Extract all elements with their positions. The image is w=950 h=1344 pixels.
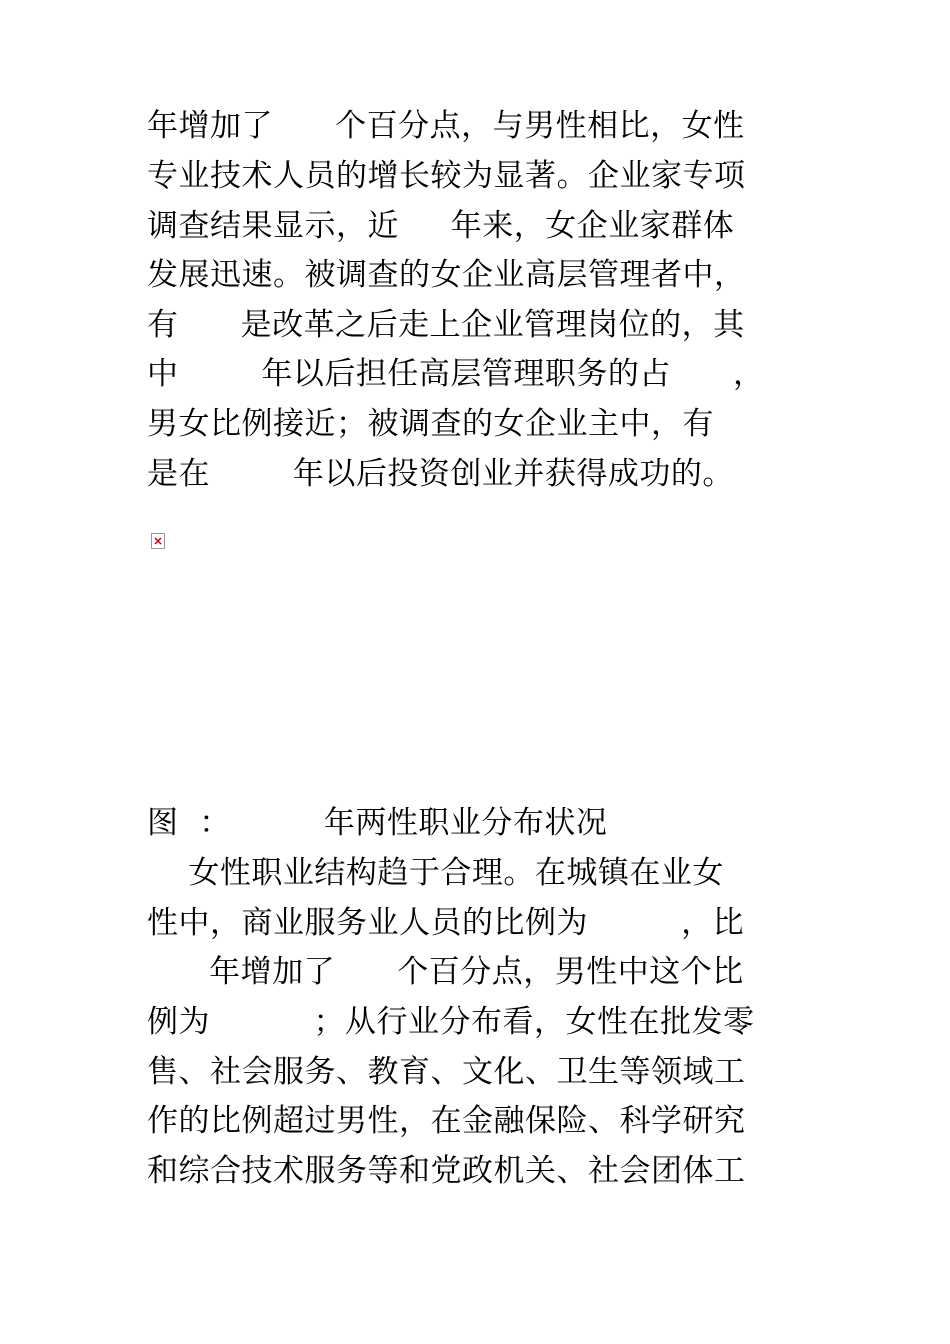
text-line: 和综合技术服务等和党政机关、社会团体工 xyxy=(147,1153,746,1189)
text-line: 作的比例超过男性，在金融保险、科学研究 xyxy=(147,1103,746,1139)
text-line: 性中，商业服务业人员的比例为 ，比 xyxy=(147,905,745,941)
text-line: 年增加了 个百分点，与男性相比，女性 xyxy=(147,108,745,144)
figure-caption: 图 ： 年两性职业分布状况 xyxy=(147,805,608,841)
text-line: 女性职业结构趋于合理。在城镇在业女 xyxy=(147,855,724,891)
close-x-icon xyxy=(154,537,162,545)
text-line: 专业技术人员的增长较为显著。企业家专项 xyxy=(147,158,746,194)
text-line: 有 是改革之后走上企业管理岗位的，其 xyxy=(147,307,745,343)
text-line: 例为 ；从行业分布看，女性在批发零 xyxy=(147,1004,755,1040)
text-line: 年增加了 个百分点，男性中这个比 xyxy=(147,954,744,990)
text-line: 发展迅速。被调查的女企业高层管理者中， xyxy=(147,257,746,293)
broken-image-icon xyxy=(151,533,165,549)
text-line: 是在 年以后投资创业并获得成功的。 xyxy=(147,456,734,492)
text-line: 调查结果显示，近 年来，女企业家群体 xyxy=(147,208,735,244)
text-line: 售、社会服务、教育、文化、卫生等领域工 xyxy=(147,1054,746,1090)
text-line: 中 年以后担任高层管理职务的占 ， xyxy=(147,356,765,392)
text-line: 男女比例接近；被调查的女企业主中，有 xyxy=(147,406,714,442)
